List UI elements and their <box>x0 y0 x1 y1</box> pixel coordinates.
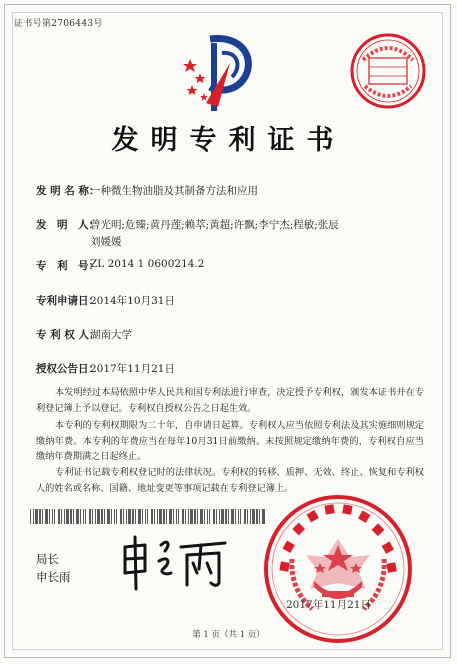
seal-date: 2017年11月21日 <box>286 599 371 611</box>
patent-number-value: ZL 2014 1 0600214.2 <box>90 258 205 270</box>
official-seal-stamp <box>262 493 414 645</box>
invention-name-value: 一种微生物油脂及其制备方法和应用 <box>90 185 258 197</box>
body-paragraph-3: 专利证书记载专利权登记时的法律状况。专利权的转移、质押、无效、终止、恢复和专利权人的姓名或名称、国籍、地址变更等事项记载在专利登记簿上。 <box>36 467 424 494</box>
agency-seal-stamp <box>347 30 429 112</box>
patent-office-logo <box>180 33 256 113</box>
page-number: 第 1 页（共 1 页） <box>192 630 265 640</box>
director-title-label: 局长 <box>36 552 59 566</box>
inventors-value-line2: 刘媛媛 <box>90 236 122 248</box>
body-paragraph-1: 本发明经过本局依照中华人民共和国专利法进行审查，决定授予专利权，颁发本证书并在专利登记簿上予以登记。专利权自授权公告之日起生效。 <box>36 387 424 414</box>
certificate-title: 发明专利证书 <box>111 125 346 156</box>
director-name-label: 申长雨 <box>36 570 71 584</box>
filing-date-label: 专利申请日： <box>36 295 99 307</box>
barcode <box>30 509 266 524</box>
body-paragraph-2: 本专利的专利权期限为二十年，自申请日起算。专利权人应当依照专利法及其实施细则规定缴纳年费。本专利的年费应当在每年10月31日前缴纳。未按照规定缴纳年费的，专利权自应当缴纳年费期满之日起终止。 <box>36 420 424 462</box>
inventors-value-line1: 曾光明;危臻;黄丹莲;赖萃;黄超;许飘;李宁杰;程敏;张辰 <box>90 219 339 231</box>
director-signature <box>115 533 233 593</box>
grant-date-label: 授权公告日： <box>36 363 99 375</box>
patentee-value: 湖南大学 <box>90 329 132 341</box>
filing-date-value: 2014年10月31日 <box>90 295 175 307</box>
patent-number-label: 专 利 号： <box>36 260 99 272</box>
patentee-label: 专 利 权 人： <box>36 329 100 341</box>
invention-name-label: 发 明 名 称： <box>36 185 100 197</box>
inventor-label: 发 明 人： <box>36 219 99 231</box>
certificate-number: 证书号第2706443号 <box>14 19 103 29</box>
grant-date-value: 2017年11月21日 <box>90 363 175 375</box>
